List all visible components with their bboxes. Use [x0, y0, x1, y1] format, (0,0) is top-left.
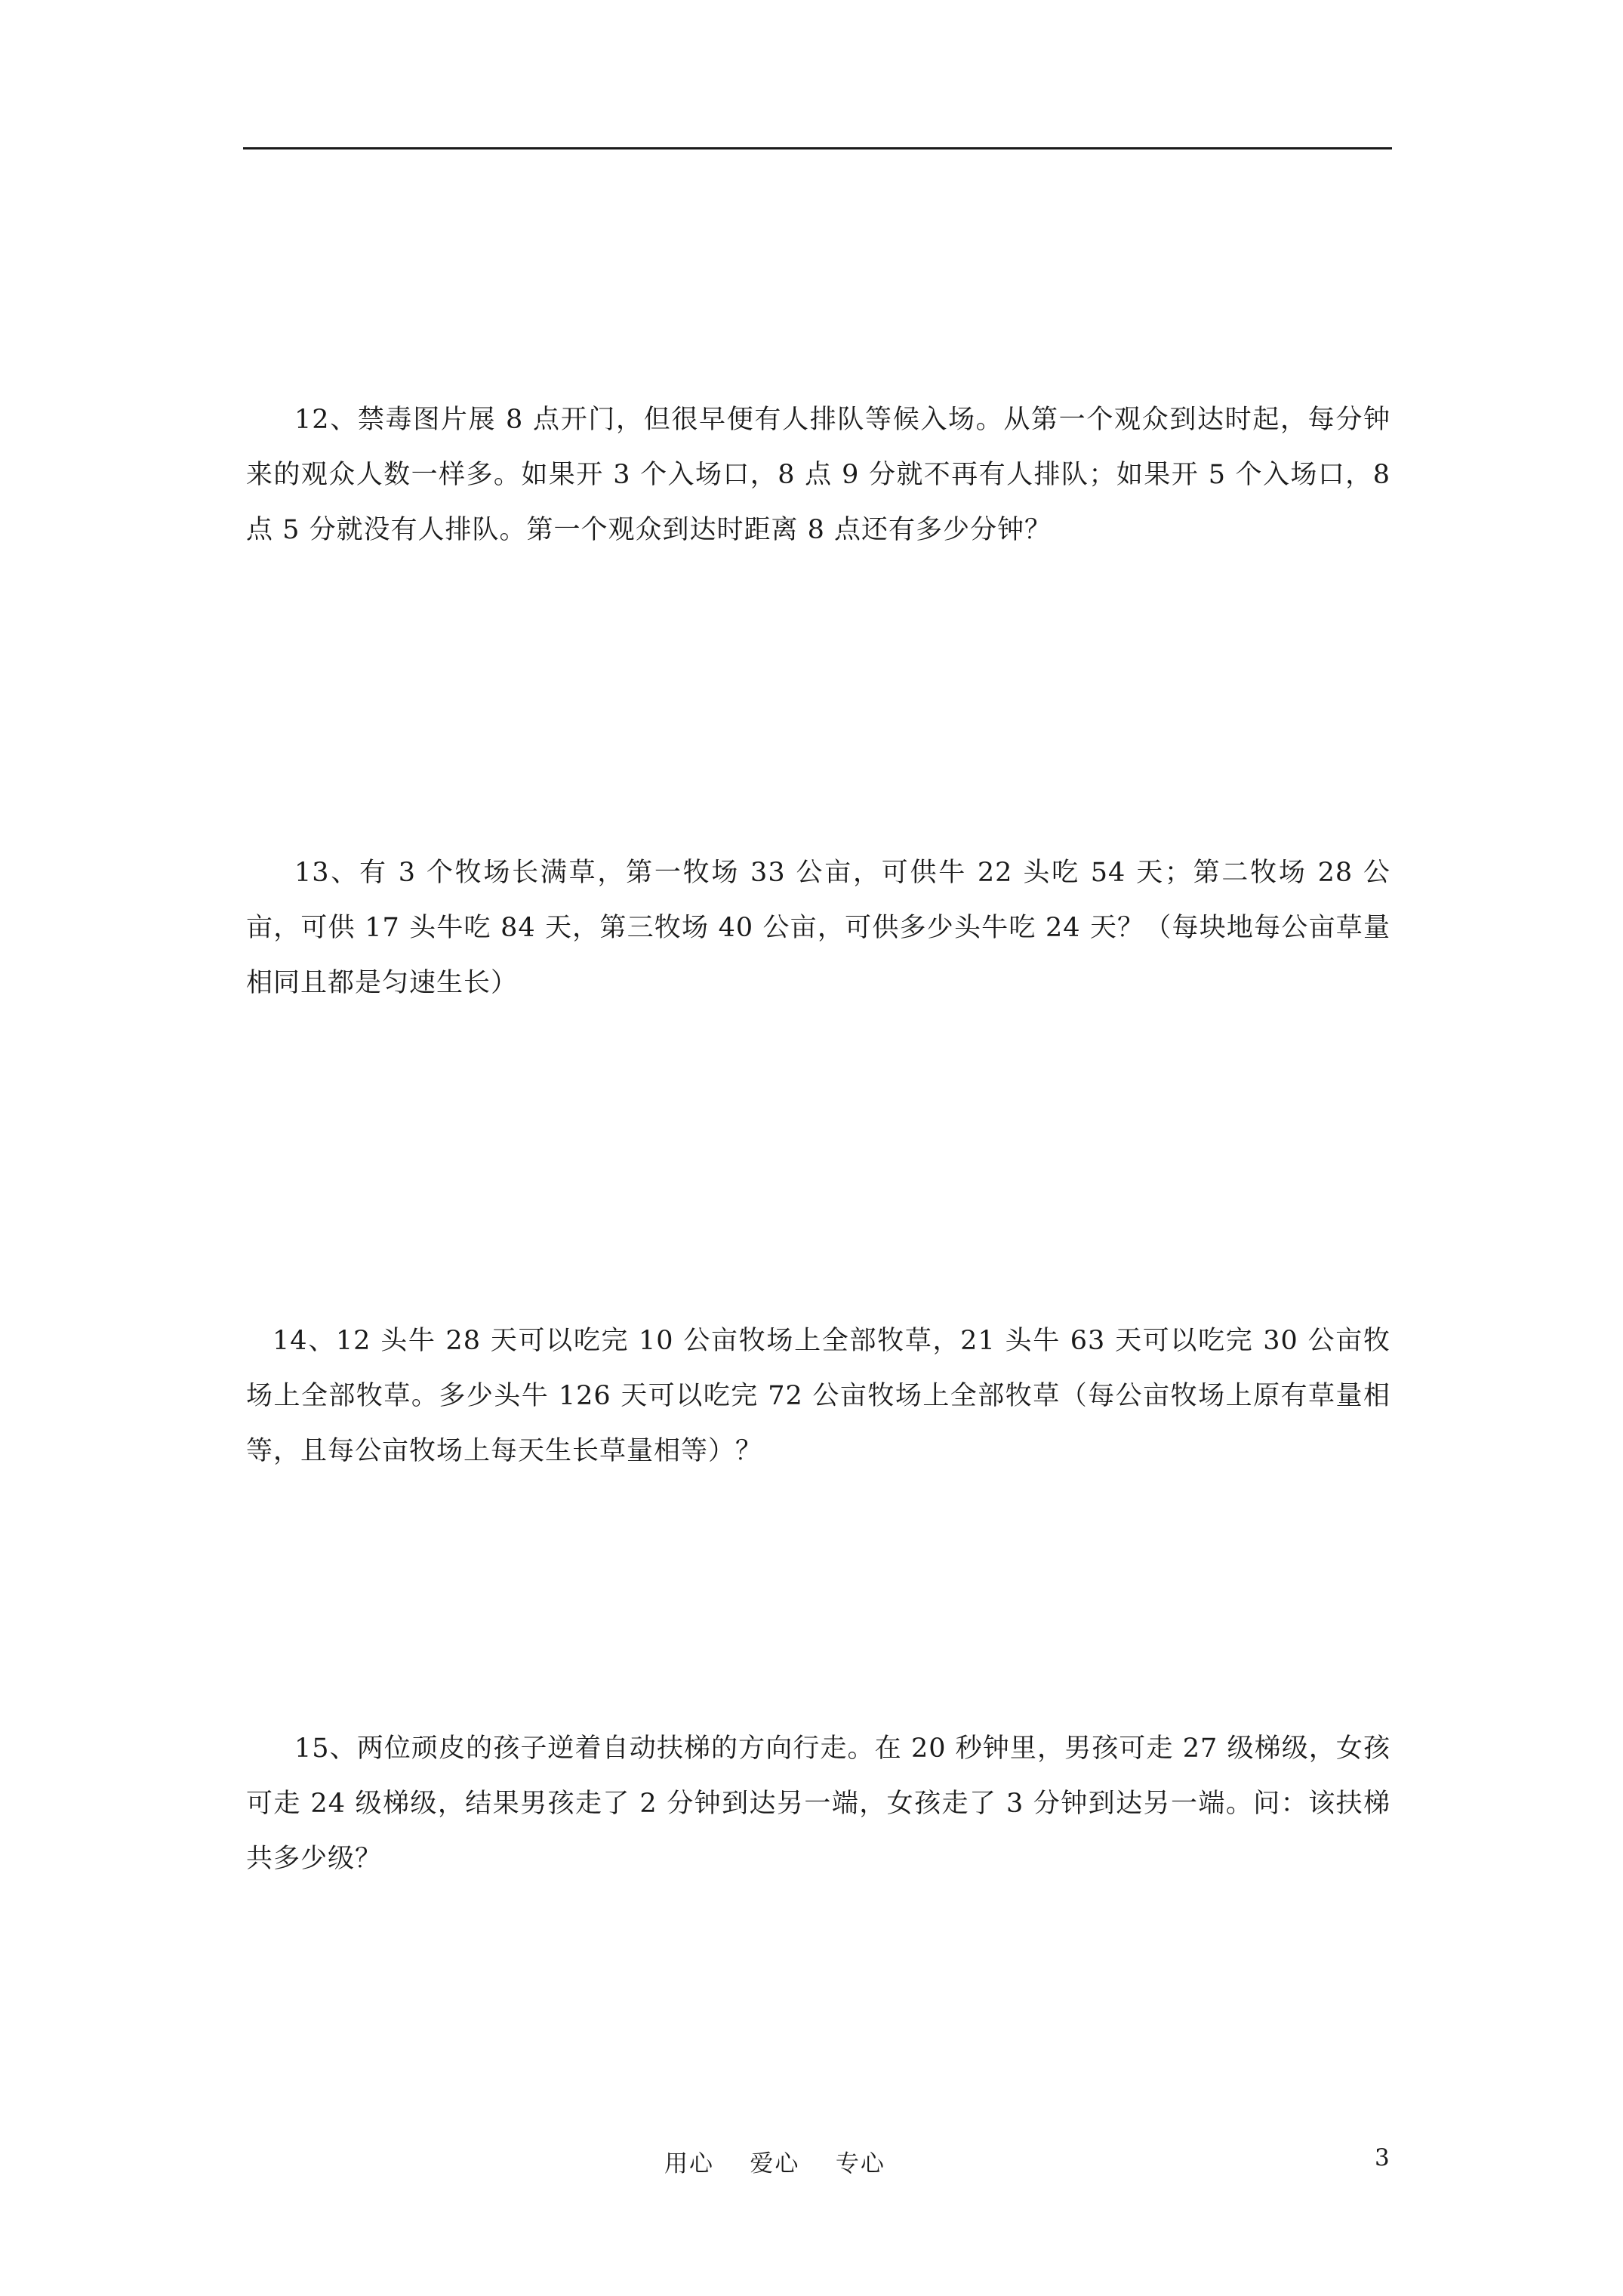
- problem-12: 12、禁毒图片展 8 点开门，但很早便有人排队等候入场。从第一个观众到达时起，每分钟来的观众人数一样多。如果开 3 个入场口，8 点 9 分就不再有人排队；如果开 5 个入场口，8 点 5 分就没有人排队。第一个观众到达时距离 8 点还有多少分钟？: [246, 405, 1390, 545]
- problem-15: 15、两位顽皮的孩子逆着自动扶梯的方向行走。在 20 秒钟里，男孩可走 27 级梯级，女孩可走 24 级梯级，结果男孩走了 2 分钟到达另一端，女孩走了 3 分钟到达另一端。问：该扶梯共多少级？: [246, 1734, 1390, 1874]
- problem-13: 13、有 3 个牧场长满草，第一牧场 33 公亩，可供牛 22 头吃 54 天；第二牧场 28 公亩，可供 17 头牛吃 84 天，第三牧场 40 公亩，可供多少头牛吃 24 天？（每块地每公亩草量相同且都是匀速生长）: [246, 858, 1390, 998]
- problem-14: 14、12 头牛 28 天可以吃完 10 公亩牧场上全部牧草，21 头牛 63 天可以吃完 30 公亩牧场上全部牧草。多少头牛 126 天可以吃完 72 公亩牧场上全部牧草（每公亩牧场上原有草量相等，且每公亩牧场上每天生长草量相等）？: [246, 1326, 1390, 1466]
- footer-motto: 用心 爱心 专心: [664, 2150, 885, 2177]
- page-number: 3: [1375, 2144, 1390, 2171]
- header-rule: [243, 147, 1392, 149]
